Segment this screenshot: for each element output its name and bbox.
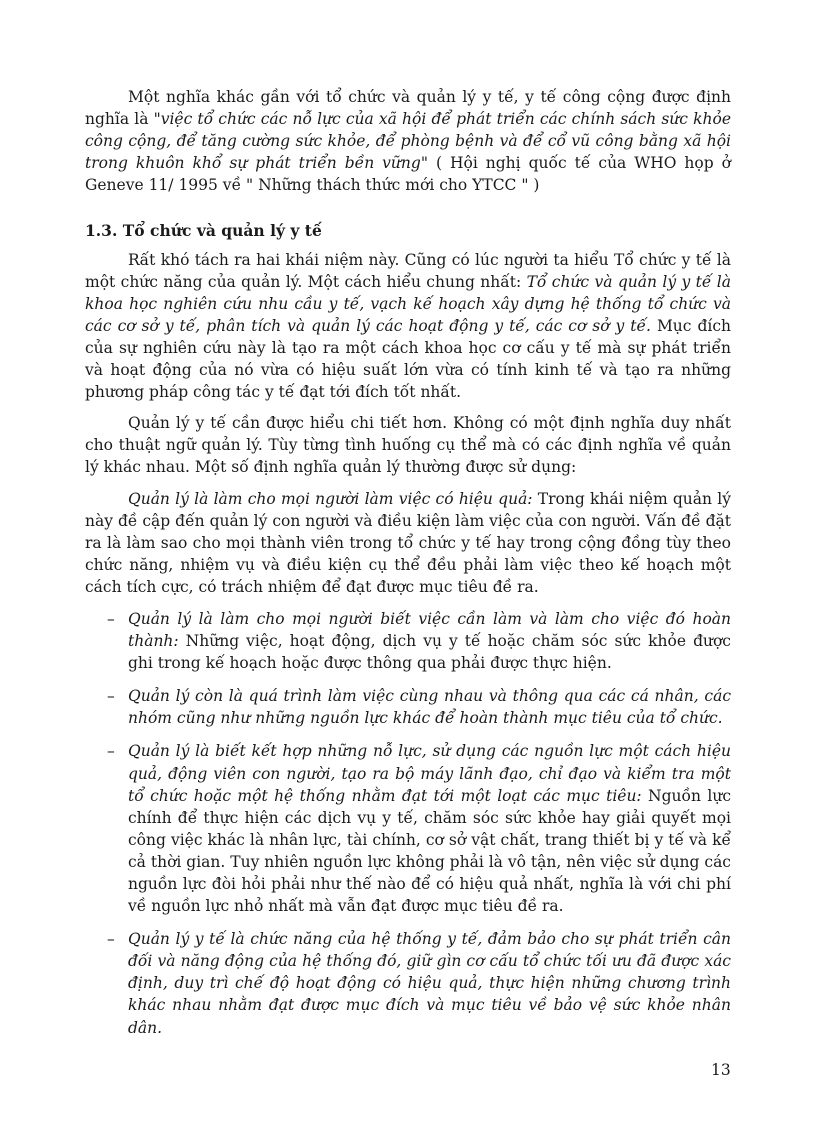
dash-bullet: – — [107, 930, 115, 949]
dash-bullet: – — [107, 687, 115, 706]
list-item-emphasis: Quản lý y tế là chức năng của hệ thống y tế, đảm bảo cho sự phát triển cân đối và năng động của hệ thống đó, giữ gìn cơ cấu tổ chức tối ưu đã được xác định, duy trì chế độ hoạt động có hiệu quả, thực hiện những chương trình khác nhau nhằm đạt được mục đích và mục tiêu về bảo vệ sức khỏe nhân dân. — [128, 930, 731, 1037]
dash-bullet: – — [107, 742, 115, 761]
list-item-text: Nguồn lực chính để thực hiện các dịch vụ y tế, chăm sóc sức khỏe hay giải quyết mọi công việc khác là nhân lực, tài chính, cơ sở vật chất, trang thiết bị y tế và kể cả thời gian. Tuy nhiên nguồn lực không phải là vô tận, nên việc sử dụng các nguồn lực đòi hỏi phải như thế nào để có hiệu quả nhất, nghĩa là với chi phí về nguồn lực nhỏ nhất mà vẫn đạt được mục tiêu đề ra. — [128, 786, 731, 916]
list-item — [85, 928, 731, 1038]
list-item — [85, 685, 731, 729]
page-number: 13 — [711, 1061, 731, 1079]
list-item-emphasis: Quản lý là làm cho mọi người biết việc cần làm và làm cho việc đó hoàn thành: — [128, 609, 731, 651]
p3-tail: Trong khái niệm quản lý này đề cập đến quản lý con người và điều kiện làm việc của con người. Vấn đề đặt ra là làm sao cho mọi thành viên trong tổ chức y tế hay trong cộng đồng tùy theo chức năng, nhiệm vụ và điều kiện cụ thể đều phải làm việc theo kế hoạch một cách tích cực, có trách nhiệm để đạt được mục tiêu đề ra. — [85, 489, 731, 596]
intro-quote: "việc tổ chức các nỗ lực của xã hội để phát triển các chính sách sức khỏe công cộng, để tăng cường sức khỏe, để phòng bệnh và để cổ vũ công bằng xã hội trong khuôn khổ sự phát triển bền vững" — [85, 110, 731, 173]
p1-definition: Tổ chức và quản lý y tế là khoa học nghiên cứu nhu cầu y tế, vạch kế hoạch xây dựng hệ thống tổ chức và các cơ sở y tế, phân tích và quản lý các hoạt động y tế, các cơ sở y tế. — [85, 272, 731, 335]
section-heading: 1.3. Tổ chức và quản lý y tế — [85, 221, 322, 241]
p1-tail: Mục đích của sự nghiên cứu này là tạo ra một cách khoa học cơ cấu y tế mà sự phát triển và hoạt động của nó vừa có hiệu suất lớn vừa có tính kinh tế và tạo ra những phương pháp công tác y tế đạt tới đích tốt nhất. — [85, 316, 731, 402]
list-item — [85, 740, 731, 917]
definition-list — [85, 608, 731, 1039]
p1-lead: Rất khó tách ra hai khái niệm này. Cũng có lúc người ta hiểu Tổ chức y tế là một chức năng của quản lý. Một cách hiểu chung nhất: — [85, 250, 731, 291]
list-item-text: Những việc, hoạt động, dịch vụ y tế hoặc chăm sóc sức khỏe được ghi trong kế hoạch hoặc được thông qua phải được thực hiện. — [128, 632, 731, 673]
intro-lead: Một nghĩa khác gần với tổ chức và quản lý y tế, y tế công cộng được định nghĩa là — [85, 88, 731, 129]
intro-paragraph — [85, 86, 731, 196]
section-paragraph-1 — [85, 249, 731, 404]
list-item — [85, 608, 731, 674]
section-paragraph-3 — [85, 488, 731, 598]
intro-tail: ( Hội nghị quốc tế của WHO họp ở Geneve 11/ 1995 về " Những thách thức mới cho YTCC " ) — [85, 154, 731, 195]
dash-bullet: – — [107, 609, 115, 628]
document-page — [85, 86, 731, 1050]
list-item-emphasis: Quản lý là biết kết hợp những nỗ lực, sử dụng các nguồn lực một cách hiệu quả, động viên con người, tạo ra bộ máy lãnh đạo, chỉ đạo và kiểm tra một tổ chức hoặc một hệ thống nhằm đạt tới một loạt các mục tiêu: — [128, 742, 731, 805]
p3-definition: Quản lý là làm cho mọi người làm việc có hiệu quả: — [128, 489, 533, 508]
list-item-emphasis: Quản lý còn là quá trình làm việc cùng nhau và thông qua các cá nhân, các nhóm cũng như những nguồn lực khác để hoàn thành mục tiêu của tổ chức. — [128, 687, 731, 728]
section-paragraph-2: Quản lý y tế cần được hiểu chi tiết hơn. Không có một định nghĩa duy nhất cho thuật ngữ quản lý. Tùy từng tình huống cụ thể mà có các định nghĩa về quản lý khác nhau. Một số định nghĩa quản lý thường được sử dụng: — [85, 414, 731, 477]
